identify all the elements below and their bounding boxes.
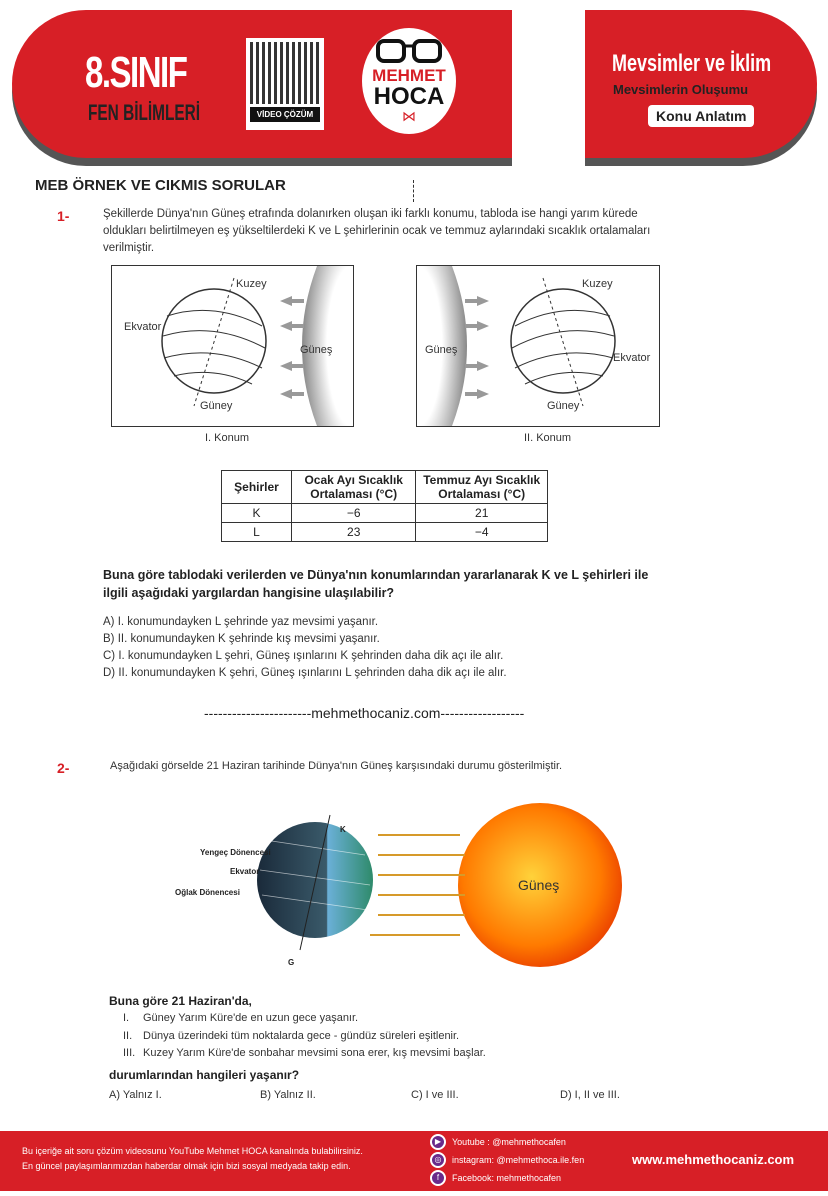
statement-number: II. — [123, 1029, 133, 1042]
footer — [0, 1131, 828, 1191]
label-guney: Güney — [200, 400, 233, 412]
website-separator: -----------------------mehmethocaniz.com------------------ — [204, 705, 525, 721]
question-1-number: 1- — [57, 208, 70, 224]
option-b[interactable]: B) II. konumundayken K şehrinde kış mevsimi yaşanır. — [103, 633, 380, 645]
mehmet-hoca-logo — [362, 28, 456, 134]
qr-code[interactable] — [246, 38, 324, 130]
table-cell: K — [222, 504, 292, 523]
option-c[interactable]: C) I ve III. — [411, 1089, 459, 1101]
option-a[interactable]: A) Yalnız I. — [109, 1089, 162, 1101]
grade-label: 8.SINIF — [85, 48, 187, 97]
figure-position-2 — [416, 265, 660, 427]
label-ekvator: Ekvator — [613, 352, 651, 364]
label-oglak: Oğlak Dönencesi — [175, 888, 240, 897]
youtube-icon: ▶ — [430, 1134, 446, 1150]
question-2-statements — [123, 1010, 486, 1063]
question-1-options — [103, 614, 507, 682]
website-link[interactable]: www.mehmethocaniz.com — [632, 1152, 795, 1167]
section-title: MEB ÖRNEK VE CIKMIS SORULAR — [35, 177, 286, 194]
statement — [123, 1010, 486, 1028]
figure-position-1 — [111, 265, 354, 427]
statement — [123, 1028, 486, 1046]
qr-code-icon — [250, 42, 320, 104]
label-k: K — [340, 825, 346, 834]
label-gunes: Güneş — [425, 344, 458, 356]
label-g: G — [288, 958, 295, 967]
footer-line-2: En güncel paylaşımlarımızdan haberdar olmak için bizi sosyal medyada takip edin. — [22, 1161, 351, 1171]
topic-title: Mevsimlerin Oluşumu — [613, 82, 749, 97]
label-ekvator: Ekvator — [230, 867, 260, 876]
option-c[interactable]: C) I. konumundayken L şehri, Güneş ışınlarını K şehrinden daha dik açı ile alır. — [103, 650, 504, 662]
table-row — [222, 523, 548, 542]
temperature-table — [221, 470, 548, 542]
statement-number: III. — [123, 1047, 136, 1059]
question-2-intro: Buna göre 21 Haziran'da, — [109, 994, 252, 1008]
earth-sun-june-diagram — [180, 800, 660, 980]
caption-position-1: I. Konum — [205, 432, 250, 444]
question-2-number: 2- — [57, 760, 70, 776]
facebook-icon: f — [430, 1170, 446, 1186]
option-d[interactable]: D) II. konumundayken K şehri, Güneş ışınlarını L şehrinden daha dik açı ile alır. — [103, 667, 507, 679]
table-cell: −6 — [292, 504, 416, 523]
table-row — [222, 504, 548, 523]
statement — [123, 1045, 486, 1063]
table-cell: 23 — [292, 523, 416, 542]
label-gunes: Güneş — [300, 344, 333, 356]
label-ekvator: Ekvator — [124, 321, 162, 333]
instagram-icon: ◎ — [430, 1152, 446, 1168]
caption-position-2: II. Konum — [524, 432, 572, 444]
instagram-label: instagram: @mehmethoca.ile.fen — [452, 1155, 585, 1165]
statement-number: I. — [123, 1012, 130, 1024]
question-1-text: Şekillerde Dünya'nın Güneş etrafında dolanırken oluşan iki farklı konumu, tabloda ise hangi yarım kürede oldukları belirtilmeyen eş yükseltilerdeki K ve L şehirlerinin ocak ve temmuz aylarındaki sıcaklık ortalamaları verilmiştir. — [103, 208, 651, 254]
subject-label: FEN BİLİMLERİ — [88, 100, 201, 125]
facebook-link[interactable] — [430, 1170, 561, 1186]
option-a[interactable]: A) I. konumundayken L şehrinde yaz mevsimi yaşanır. — [103, 616, 379, 628]
qr-label: VİDEO ÇÖZÜM — [250, 107, 320, 122]
logo-text-bottom: HOCA — [373, 83, 445, 110]
logo-text-top: MEHMET — [372, 66, 446, 85]
question-2-text: Aşağıdaki görselde 21 Haziran tarihinde Dünya'nın Güneş karşısındaki durumu gösterilmiştir. — [110, 760, 563, 772]
glasses-icon — [376, 38, 442, 64]
bowtie-icon: ⋈ — [402, 108, 416, 124]
header-cell: Ocak Ayı Sıcaklık Ortalaması (°C) — [292, 471, 416, 504]
question-2-prompt: durumlarından hangileri yaşanır? — [109, 1068, 300, 1082]
header-cell: Şehirler — [222, 471, 292, 504]
youtube-label: Youtube : @mehmethocafen — [452, 1137, 566, 1147]
label-kuzey: Kuzey — [236, 278, 267, 290]
table-cell: L — [222, 523, 292, 542]
label-gunes: Güneş — [518, 877, 560, 893]
facebook-label: Facebook: mehmethocafen — [452, 1173, 562, 1183]
unit-title: Mevsimler ve İklim — [612, 50, 772, 77]
table-header-row — [222, 471, 548, 504]
label-yengec: Yengeç Dönencesi — [200, 848, 271, 857]
table-cell: −4 — [416, 523, 548, 542]
label-kuzey: Kuzey — [582, 278, 613, 290]
konu-anlatim-button[interactable]: Konu Anlatım — [648, 105, 754, 127]
divider — [413, 180, 414, 202]
statement-text: Kuzey Yarım Küre'de sonbahar mevsimi sona erer, kış mevsimi başlar. — [143, 1047, 486, 1059]
table-cell: 21 — [416, 504, 548, 523]
statement-text: Dünya üzerindeki tüm noktalarda gece - gündüz süreleri eşitlenir. — [143, 1029, 460, 1042]
statement-text: Güney Yarım Küre'de en uzun gece yaşanır. — [143, 1012, 359, 1024]
footer-line-1: Bu içeriğe ait soru çözüm videosunu YouTube Mehmet HOCA kanalında bulabilirsiniz. — [22, 1146, 363, 1156]
question-1-prompt: Buna göre tablodaki verilerden ve Dünya'nın konumlarından yararlanarak K ve L şehirleri ile ilgili aşağıdaki yargılardan hangisine ulaşılabilir? — [103, 568, 649, 600]
footer-info — [22, 1144, 363, 1174]
instagram-link[interactable] — [430, 1152, 584, 1168]
option-b[interactable]: B) Yalnız II. — [260, 1089, 316, 1101]
option-d[interactable]: D) I, II ve III. — [560, 1089, 620, 1101]
youtube-link[interactable] — [430, 1134, 566, 1150]
header-cell: Temmuz Ayı Sıcaklık Ortalaması (°C) — [416, 471, 548, 504]
label-guney: Güney — [547, 400, 580, 412]
june-21-diagram — [175, 800, 660, 980]
